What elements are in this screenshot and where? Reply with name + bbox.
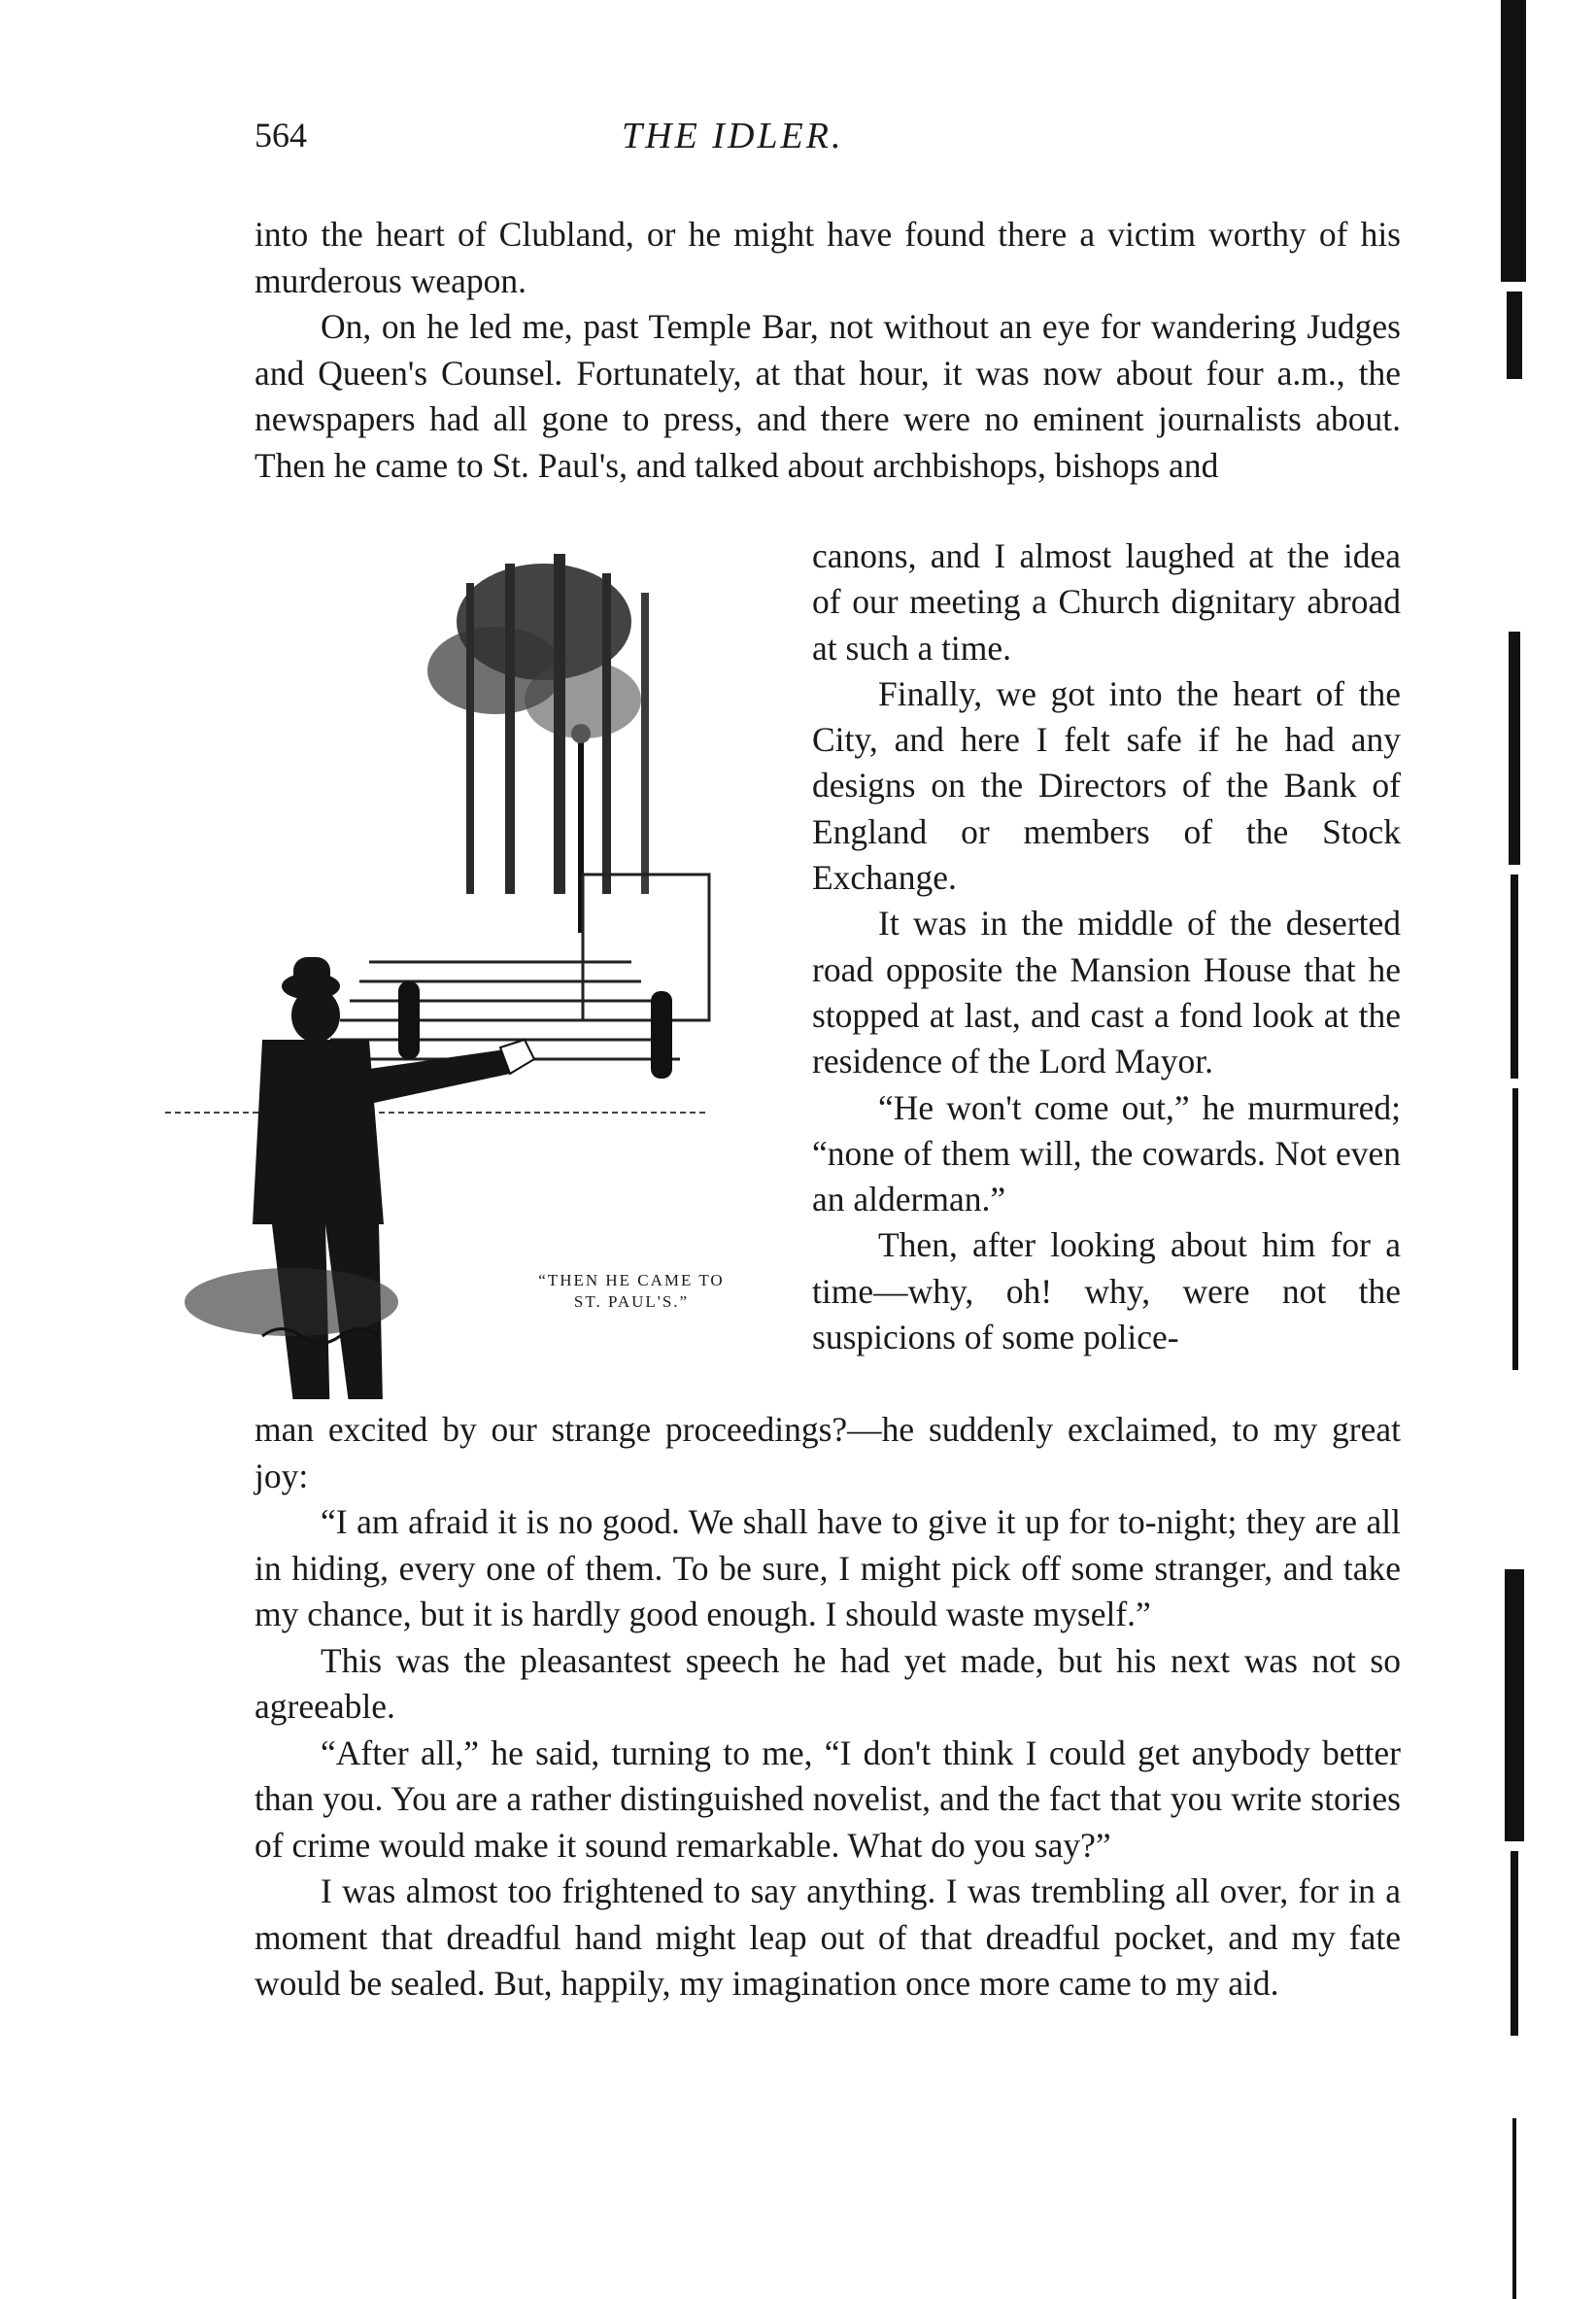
steps (321, 962, 680, 1059)
cathedral-column (602, 573, 611, 894)
paragraph: On, on he led me, past Temple Bar, not without an eye for wandering Judges and Queen's Counsel. Fortunately, at that hour, it was now about four a.m., the newspapers had all gone to press, and there were no eminent journalists about. Then he came to St. Paul's, and talked about archbishops, bishops and (255, 307, 1401, 485)
paragraph: It was in the middle of the deserted road opposite the Mansion House that he stopped at last, and cast a fond look at the residence of the Lord Mayor. (812, 904, 1401, 1081)
paragraph: I was almost too frightened to say anything. I was trembling all over, for in a moment that dreadful hand might leap out of that dreadful pocket, and my fate would be sealed. But, happily, my imagination once more came to my aid. (255, 1871, 1401, 2003)
page-number: 564 (255, 116, 307, 154)
binding-edge (1501, 0, 1528, 2299)
paragraph: canons, and I almost laughed at the idea of our meeting a Church dignitary abroad at such a time. (812, 536, 1401, 668)
lamp (571, 724, 591, 743)
text-block-top (255, 212, 1401, 489)
building-base (583, 875, 709, 1020)
paragraph: “I am afraid it is no good. We shall have to give it up for to-night; they are all in hiding, every one of them. To be sure, I might pick off some stranger, and take my chance, but it is hardly good enough. I should waste myself.” (255, 1502, 1401, 1633)
cathedral-column (505, 564, 515, 894)
paragraph: into the heart of Clubland, or he might have found there a victim worthy of his murderous weapon. (255, 215, 1401, 300)
caption-line: “THEN HE CAME TO (538, 1271, 725, 1289)
paragraph: “He won't come out,” he murmured; “none of them will, the cowards. Not even an alderman.” (812, 1087, 1401, 1219)
bollard (651, 991, 672, 1079)
running-title: THE IDLER. (622, 116, 844, 156)
cathedral-column (466, 583, 474, 894)
text-block-bottom (255, 1407, 1401, 2007)
paragraph: “After all,” he said, turning to me, “I don't think I could get anybody better than you. You are a rather distinguished novelist, and the fact that you write stories of crime would make it sound remarkable. What do you say?” (255, 1733, 1401, 1865)
cathedral-column (554, 554, 565, 894)
paragraph: Then, after looking about him for a time—why, oh! why, were not the suspicions of some police- (812, 1225, 1401, 1357)
text-column-right (812, 533, 1401, 1360)
paragraph: This was the pleasantest speech he had yet made, but his next was not so agreeable. (255, 1640, 1401, 1726)
paragraph: Finally, we got into the heart of the City, and here I felt safe if he had any designs on the Directors of the Bank of England or members of the Stock Exchange. (812, 673, 1401, 898)
illustration-caption (486, 1270, 777, 1313)
caption-line: ST. PAUL'S.” (573, 1292, 690, 1311)
cathedral-column (641, 593, 649, 894)
paragraph: man excited by our strange proceedings?—he suddenly exclaimed, to my great joy: (255, 1410, 1401, 1495)
figure-shadow (185, 1268, 398, 1336)
bollard (398, 981, 420, 1059)
